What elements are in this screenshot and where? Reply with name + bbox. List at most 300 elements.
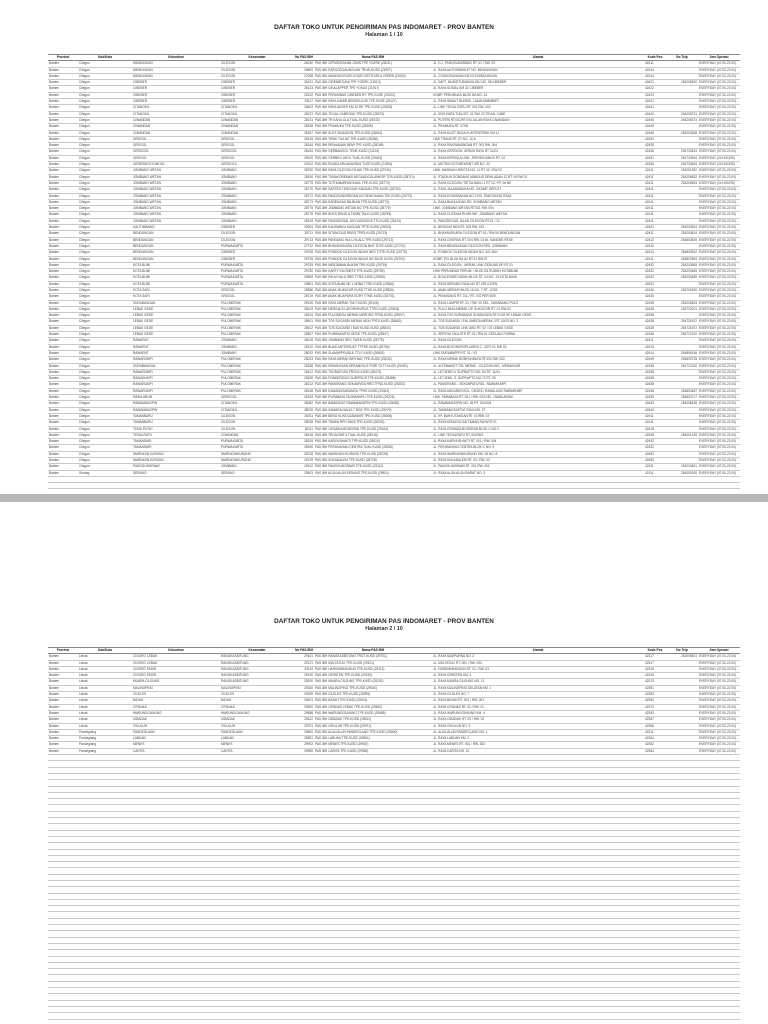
cell-nama-pas: PAS IBH JOMBANG REG TWER-KUSD (28778) xyxy=(314,338,432,344)
cell-provinsi: Banten xyxy=(48,426,78,432)
cell-nama-pas: PAS IBH RUAKA ARUAKAVRAS TUSF-KUSD (21904) xyxy=(314,162,432,168)
cell-provinsi: Banten xyxy=(48,281,78,287)
cell-kelurahan: BENDUNGAN xyxy=(132,243,220,249)
col-header-provinsi: Provinsi xyxy=(48,55,78,61)
cell-kode-pos: 42411 xyxy=(644,180,666,186)
cell-kelurahan: RAWAMANGPIN xyxy=(132,401,220,407)
cell-alamat: JL. RAYA CUTAYAA RUHN WE. JOMBANG WETAN xyxy=(432,212,644,218)
cell-kabkota: Cilegon xyxy=(78,363,132,369)
cell-no-telp: 254721672 xyxy=(666,325,698,331)
document-page-2 xyxy=(0,502,768,1024)
cell-kelurahan: CIWANDAN xyxy=(132,117,220,123)
cell-no-pas: 29735 xyxy=(294,256,314,262)
cell-kecamatan: PURWAKARTA xyxy=(220,445,294,451)
cell-kode-pos: 42421 xyxy=(644,80,666,86)
cell-kode-pos: 42421 xyxy=(644,99,666,105)
cell-kecamatan: CILELES xyxy=(220,692,294,698)
cell-kelurahan: JOMBANG WETAN xyxy=(132,206,220,212)
cell-kabkota: Cilegon xyxy=(78,338,132,344)
cell-no-pas: 29588 xyxy=(294,710,314,716)
cell-provinsi: Banten xyxy=(48,420,78,426)
cell-kabkota: Lebak xyxy=(78,717,132,723)
cell-nama-pas: PAS IBH TUTHUBARNGGKAUL TPE-KUSD (28770) xyxy=(314,180,432,186)
cell-alamat: JL. RAYA CILEGON xyxy=(432,338,644,344)
cell-kabkota: Cilegon xyxy=(78,212,132,218)
cell-kode-pos: 42445 xyxy=(644,117,666,123)
cell-nama-pas: PAS IBH PERUMNAS CIBEBER RY TPE-KUSE (29122) xyxy=(314,92,432,98)
cell-nama-pas: PAS IBH MENTAWAN BUKAR TRK-KUSD (29793) xyxy=(314,262,432,268)
cell-kecamatan: GROGOL xyxy=(220,155,294,161)
cell-kecamatan: WARINGINKURUNG xyxy=(220,458,294,464)
cell-kelurahan: CIGORO PASIR xyxy=(132,666,220,672)
cell-alamat: JL. RAYA CIRANDA BOGERAN BLOK C NO.2 xyxy=(432,426,644,432)
cell-provinsi: Banten xyxy=(48,237,78,243)
cell-alamat: JL. RAWAMANGPIN NO. 45 RT. 001/004 xyxy=(432,401,644,407)
cell-kelurahan: KOTA BUMI xyxy=(132,275,220,281)
cell-provinsi: Banten xyxy=(48,111,78,117)
cell-provinsi: Banten xyxy=(48,679,78,685)
cell-jam-operasi: EVERYDAY (07.00-22.00) xyxy=(698,350,740,356)
cell-kode-pos: 42412 xyxy=(644,237,666,243)
cell-kecamatan: JOMBANG xyxy=(220,464,294,470)
cell-nama-pas: PAS IBH PANGANG HULU SLALU TPE-KUSD (29713) xyxy=(314,237,432,243)
cell-kelurahan: RAWAMANGPIN xyxy=(132,407,220,413)
cell-nama-pas: PAS IBH KALRWAKU KAGUAN TPTE-KUSD (29003) xyxy=(314,225,432,231)
cell-jam-operasi: EVERYDAY (07.00-22.00) xyxy=(698,660,740,666)
cell-alamat: JL. RAYA SERANG RAJA NO RT 003 CIGEN xyxy=(432,281,644,287)
cell-kecamatan: CIWANDAN xyxy=(220,124,294,130)
cell-alamat: JL. RAYA WARUNGGUNUNG KM. 4 xyxy=(432,710,644,716)
cell-alamat: LINK PERUMNAS PERUM. I BLOK B3 RUMAH KOTABUMI xyxy=(432,269,644,275)
cell-kecamatan: PURWAKARTA xyxy=(220,269,294,275)
cell-kelurahan: LEBAK GEDE xyxy=(132,332,220,338)
cell-no-pas: 29708 xyxy=(294,250,314,256)
cell-provinsi: Banten xyxy=(48,294,78,300)
cell-kecamatan: PURWAKARTA xyxy=(220,439,294,445)
cell-kode-pos: 42438 xyxy=(644,332,666,338)
cell-nama-pas: PAS IBH CILELES TPE-KUSD (29399) xyxy=(314,692,432,698)
cell-nama-pas: PAS IBH KUYT BAGASON TPE-KUSD (28264) xyxy=(314,130,432,136)
cell-no-telp: 254723454 xyxy=(666,155,698,161)
cell-nama-pas: PAS IBH SLAMAPPRUDUL TTLF-KUSD (28802) xyxy=(314,350,432,356)
cell-no-pas: 28778 xyxy=(294,212,314,218)
cell-jam-operasi: EVERYDAY (07.00-22.00) xyxy=(698,357,740,363)
cell-jam-operasi: EVERYDAY (07.00-22.00) xyxy=(698,281,740,287)
cell-kabkota: Cilegon xyxy=(78,80,132,86)
cell-no-pas: 29117 xyxy=(294,99,314,105)
cell-nama-pas: PAS IBH WARINGIN KURUNG TPE-KUSD (28728) xyxy=(314,451,432,457)
cell-no-pas: 28018 xyxy=(294,338,314,344)
cell-kabkota: Cilegon xyxy=(78,174,132,180)
cell-nama-pas: PAS IBH KEMANYAAR KERAMOLUT PURI TUTT-KUSD (29182) xyxy=(314,363,432,369)
cell-provinsi: Banten xyxy=(48,704,78,710)
cell-kecamatan: GROGOL xyxy=(220,136,294,142)
cell-kecamatan: GROGOL xyxy=(220,294,294,300)
cell-kode-pos: 42411 xyxy=(644,420,666,426)
cell-kelurahan: PANGGUNGRAWI xyxy=(132,464,220,470)
cell-kecamatan: RANGKASBITUNG xyxy=(220,679,294,685)
cell-kelurahan: JOMBANG WETAN xyxy=(132,187,220,193)
cell-kode-pos: 42438 xyxy=(644,369,666,375)
cell-nama-pas: PAS IBH RAYA MERAK BIRYNAY TPE-KUSD (29232) xyxy=(314,357,432,363)
cell-provinsi: Banten xyxy=(48,162,78,168)
col-header-no-pas: No PAS IBH xyxy=(295,55,313,59)
col-header-alamat: Alamat xyxy=(432,55,644,61)
cell-provinsi: Banten xyxy=(48,395,78,401)
cell-jam-operasi: EVERYDAY (07.00-22.00) xyxy=(698,243,740,249)
cell-provinsi: Banten xyxy=(48,199,78,205)
cell-kode-pos: 42352 xyxy=(644,710,666,716)
cell-kelurahan: CIBEBER xyxy=(132,92,220,98)
cell-kelurahan: KOTA SARI xyxy=(132,287,220,293)
cell-kode-pos: 42411 xyxy=(644,218,666,224)
cell-kode-pos: 42411 xyxy=(644,199,666,205)
cell-no-pas: 28203 xyxy=(294,357,314,363)
cell-no-pas: 28078 xyxy=(294,407,314,413)
cell-nama-pas: PAS IBH WARUNGGUNUNG TPE-KUSD (29588) xyxy=(314,710,432,716)
cell-alamat: JL. RAYA BOJONGROPLASEDI C. 31RT 01 RW 03 xyxy=(432,344,644,350)
cell-kabkota: Cilegon xyxy=(78,357,132,363)
cell-no-pas: 29701 xyxy=(294,723,314,729)
col-header-jam-operasi: Jam Operasi xyxy=(698,55,740,61)
cell-no-pas: 29856 xyxy=(294,287,314,293)
cell-alamat: JL. RAYA MENES RT. 001 / RW. 002 xyxy=(432,742,644,748)
cell-kecamatan: PULOMERAK xyxy=(220,388,294,394)
cell-provinsi: Banten xyxy=(48,174,78,180)
cell-alamat: JL. RAYA AUTOSINASUIT NO. MINDUNGAN xyxy=(432,67,644,73)
cell-jam-operasi: EVERYDAY (07.00-22.00) xyxy=(698,218,740,224)
cell-no-pas: 29399 xyxy=(294,692,314,698)
cell-alamat: JL. RAYA CILEGON / SETIA BAKU 1 RT 02 / RT 06 NE xyxy=(432,180,644,186)
cell-jam-operasi: EVERYDAY (07.00-22.00) xyxy=(698,388,740,394)
cell-nama-pas: PAS IBH ALUN ALUN SERANG TPE-KUSD (29501) xyxy=(314,470,432,476)
cell-alamat: JL. RAYA BUKILMOAN RG. SOMBANG WETAN xyxy=(432,199,644,205)
cell-kecamatan: LABUAN xyxy=(220,736,294,742)
cell-jam-operasi: EVERYDAY (07.00-22.00) xyxy=(698,149,740,155)
cell-nama-pas: PAS IBH PONDERDIUS SURPRICE TPE-KUSD (28488) xyxy=(314,376,432,382)
cell-kode-pos: 42438 xyxy=(644,388,666,394)
cell-kelurahan: KOTA BUMI xyxy=(132,281,220,287)
cell-jam-operasi: EVERYDAY (07.00-22.00) xyxy=(698,338,740,344)
cell-nama-pas: PAS IBH RENAANAN BEMI TPE-KUSD (28248) xyxy=(314,143,432,149)
cell-no-pas: 29713 xyxy=(294,237,314,243)
cell-alamat: JL. STADIUN GONDANG MANDUR DEMLADAN 12 RT 04 RW 01 xyxy=(432,174,644,180)
cell-no-pas: 28103 xyxy=(294,306,314,312)
cell-kecamatan: SERANG xyxy=(220,470,294,476)
cell-kecamatan: CIBADAK xyxy=(220,717,294,723)
cell-alamat: JL. PAMORANG - SEKANPATA RDL. RAWARUMPI xyxy=(432,382,644,388)
cell-provinsi: Banten xyxy=(48,250,78,256)
cell-kabkota: Cilegon xyxy=(78,344,132,350)
cell-alamat: JL. RAYA KONIGBAKAN NO 3 RG. PANGGUNG RAYA xyxy=(432,193,644,199)
cell-no-pas: 28212 xyxy=(294,382,314,388)
cell-alamat: JL. RAYA KEMAYUCAN TAMAN RAYA RT.01 xyxy=(432,420,644,426)
cell-provinsi: Banten xyxy=(48,243,78,249)
cell-kecamatan: PULOMERAK xyxy=(220,376,294,382)
cell-nama-pas: PAS IBH MUARA CIUJUNG TPE-KUSD (29202) xyxy=(314,679,432,685)
cell-kecamatan: CIBEBER xyxy=(220,99,294,105)
cell-alamat: JL. LINK TEGAL RATU RT. 001 RW. 003 xyxy=(432,105,644,111)
cell-kecamatan: RANGKASBITUNG xyxy=(220,660,294,666)
cell-kelurahan: JOMBANG WETAN xyxy=(132,193,220,199)
cell-alamat: JL. TOS SUGARDI / PULOMEGA MERAK / RT. 02/03 NO. 2 xyxy=(432,319,644,325)
cell-no-pas: 28011 xyxy=(294,413,314,419)
cell-alamat: JL. RAYA MALINGPING SELATAN KM. 1 xyxy=(432,685,644,691)
cell-nama-pas: PAS IBH KARTY KILOMETE TPE-KUSD (29780) xyxy=(314,269,432,275)
cell-nama-pas: PAS IBH TAMAN RPH RAYA TPE-KUSD (28303) xyxy=(314,420,432,426)
cell-provinsi: Banten xyxy=(48,149,78,155)
cell-kabkota: Cilegon xyxy=(78,269,132,275)
cell-jam-operasi: EVERYDAY (07.00-22.00) xyxy=(698,729,740,735)
cell-no-pas: 28775 xyxy=(294,206,314,212)
cell-kabkota: Cilegon xyxy=(78,458,132,464)
cell-kecamatan: CIBEBER xyxy=(220,250,294,256)
cell-no-telp: 254208438 xyxy=(666,401,698,407)
cell-jam-operasi: EVERYDAY (07.00-22.00) xyxy=(698,117,740,123)
cell-kabkota: Cilegon xyxy=(78,281,132,287)
cell-jam-operasi: EVERYDAY (07.00-22.00) xyxy=(698,736,740,742)
cell-no-telp: 254702450 xyxy=(666,287,698,293)
cell-jam-operasi: EVERYDAY (07.00-22.00) xyxy=(698,275,740,281)
cell-no-pas: 28184 xyxy=(294,143,314,149)
cell-nama-pas: PAS IBH ALUN ALUN PANDEGLANG TPE-KUSD (29800) xyxy=(314,729,432,735)
cell-kelurahan: CITANGKIL xyxy=(132,111,220,117)
cell-kelurahan: MENES xyxy=(132,742,220,748)
cell-alamat: LINK SURABAPPR RT. 01 / 03 xyxy=(432,350,644,356)
col-header-kecamatan: Kecamatan xyxy=(220,648,294,654)
cell-kode-pos: 42415 xyxy=(644,344,666,350)
cell-kecamatan: WARINGINKURUNG xyxy=(220,451,294,457)
cell-kode-pos: 42435 xyxy=(644,395,666,401)
cell-kelurahan: LEBAK GEDE xyxy=(132,313,220,319)
cell-nama-pas: PAS IBH TOS SUGARDI I BUS KUSD-KUSD (28500) xyxy=(314,325,432,331)
cell-kecamatan: PULOMERAK xyxy=(220,319,294,325)
cell-jam-operasi: EVERYDAY (07.00-22.00) xyxy=(698,376,740,382)
cell-jam-operasi: EVERYDAY (07.00-22.00) xyxy=(698,306,740,312)
cell-alamat: JL. MUTIMI GOTOBTARINT. BR NO. 22 xyxy=(432,162,644,168)
cell-kecamatan: GROGOL xyxy=(220,287,294,293)
cell-kode-pos: 42111 xyxy=(644,470,666,476)
cell-jam-operasi: EVERYDAY (07.00-22.00) xyxy=(698,136,740,142)
col-header-alamat: Alamat xyxy=(432,648,644,654)
cell-jam-operasi: EVERYDAY (07.00-22.00) xyxy=(698,105,740,111)
cell-no-telp: 252005631 xyxy=(666,654,698,660)
cell-no-pas: 28775 xyxy=(294,180,314,186)
cell-alamat: JL. BROUNG NEA RT. 003 RW. 001 xyxy=(432,225,644,231)
cell-alamat: JL. RAYA WARINGINKURUNG KM. 06 NO. 8 xyxy=(432,451,644,457)
cell-nama-pas: PAS IBH CIRANDA BOGERAN TPE-KUSD (29163) xyxy=(314,426,432,432)
cell-no-pas: 28772 xyxy=(294,193,314,199)
col-header-nama-pas: Nama PAS IBH xyxy=(314,55,432,61)
cell-nama-pas: PAS IBH MALINGPING TPE-KUSD (29340) xyxy=(314,685,432,691)
cell-no-pas: 28145 xyxy=(294,136,314,142)
cell-kelurahan: CIGORO LEBAK xyxy=(132,660,220,666)
cell-kabkota: Cilegon xyxy=(78,306,132,312)
cell-kode-pos: 42317 xyxy=(644,654,666,660)
cell-kabkota: Cilegon xyxy=(78,168,132,174)
cell-kabkota: Cilegon xyxy=(78,237,132,243)
cell-kabkota: Cilegon xyxy=(78,313,132,319)
cell-provinsi: Banten xyxy=(48,432,78,438)
cell-provinsi: Banten xyxy=(48,130,78,136)
cell-no-telp: 254203451 xyxy=(666,464,698,470)
cell-nama-pas: PAS IBH KAREAGAN BAJIKAN TPE-KUSD (28773) xyxy=(314,199,432,205)
cell-provinsi: Banten xyxy=(48,723,78,729)
cell-no-pas: 28711 xyxy=(294,231,314,237)
cell-provinsi: Banten xyxy=(48,136,78,142)
cell-jam-operasi: EVERYDAY (07.00-22.00) xyxy=(698,742,740,748)
cell-nama-pas: PAS IBH RAYA MERAK TNLT-KUSD (29106) xyxy=(314,300,432,306)
cell-no-pas: 29102 xyxy=(294,464,314,470)
cell-no-telp: 254896146 xyxy=(666,350,698,356)
cell-alamat: JL. LETJEND. S. SUPRAPTO NO.72 RT. 05 xyxy=(432,376,644,382)
cell-nama-pas: PAS IBH HARDIWINANGUN TPE-KUSD (29112) xyxy=(314,666,432,672)
cell-kabkota: Cilegon xyxy=(78,180,132,186)
cell-kecamatan: CIBEBER xyxy=(220,80,294,86)
cell-no-pas: 28022 xyxy=(294,350,314,356)
cell-jam-operasi: EVERYDAY (07.00-22.00) xyxy=(698,692,740,698)
cell-kelurahan: JOMBANG WETAN xyxy=(132,168,220,174)
cell-nama-pas: PAS IBH SAMARACAN KLT RGE TPE-KUSD (29079) xyxy=(314,407,432,413)
cell-no-pas: 29190 xyxy=(294,673,314,679)
cell-kecamatan: MALINGPING xyxy=(220,685,294,691)
cell-jam-operasi: EVERYDAY (07.00-22.00) xyxy=(698,143,740,149)
cell-kode-pos: 42372 xyxy=(644,704,666,710)
cell-nama-pas: PAS IBH TOS SUGARDI MERAK NEAI TPES-KUSD (28653) xyxy=(314,319,432,325)
cell-nama-pas: PAS IBH CIKALAPPER TPE YOKUS (21917) xyxy=(314,86,432,92)
cell-kelurahan: CIGORO PASIR xyxy=(132,673,220,679)
cell-jam-operasi: EVERYDAY (07.00-22.00) xyxy=(698,231,740,237)
cell-nama-pas: PAS IBH CIBADAK TPE-KUSD (29612) xyxy=(314,717,432,723)
cell-no-pas: 28218 xyxy=(294,432,314,438)
cell-kelurahan: GROGOL xyxy=(132,155,220,161)
cell-kode-pos: 42421 xyxy=(644,225,666,231)
cell-no-pas: 28412 xyxy=(294,369,314,375)
cell-nama-pas: PAS IBH LABUAN TPE-KUSD (29851) xyxy=(314,736,432,742)
cell-jam-operasi: EVERYDAY (07.00-22.00) xyxy=(698,313,740,319)
cell-kode-pos: 42436 xyxy=(644,149,666,155)
cell-jam-operasi: EVERYDAY (07.00-22.00) xyxy=(698,287,740,293)
cell-kabkota: Cilegon xyxy=(78,99,132,105)
cell-kecamatan: CIPANAS xyxy=(220,704,294,710)
cell-kabkota: Cilegon xyxy=(78,250,132,256)
cell-kabkota: Cilegon xyxy=(78,111,132,117)
cell-jam-operasi: EVERYDAY (07.00-22.00) xyxy=(698,61,740,67)
cell-alamat: JL. RAYA CIPANAS RT. 02 / RW. 01 xyxy=(432,704,644,710)
cell-jam-operasi: EVERYDAY (07.00-22.00) xyxy=(698,212,740,218)
cell-kelurahan: TAMANBARU xyxy=(132,420,220,426)
cell-jam-operasi: EVERYDAY (07.00-22.00) xyxy=(698,187,740,193)
cell-nama-pas: PAS IBH ANAK MUAPURA SORY TTME-KUSD (28701) xyxy=(314,294,432,300)
cell-kode-pos: 42317 xyxy=(644,660,666,666)
cell-no-pas: 28498 xyxy=(294,376,314,382)
cell-nama-pas: PAS IBH KOTA BUMI NK 1 NOBA TYRE-KUSD (29840) xyxy=(314,281,432,287)
cell-no-telp: 254206532 xyxy=(666,80,698,86)
cell-jam-operasi: EVERYDAY (07.00-22.00) xyxy=(698,685,740,691)
cell-alamat: JL. KAPT. MUDIRTUIMANGLIGU NO. 08 CIBEBER xyxy=(432,80,644,86)
cell-kabkota: Cilegon xyxy=(78,124,132,130)
cell-alamat: JL. PUTERI RT.001/RT.004 JALAN RAYA CIWANDAN xyxy=(432,117,644,123)
cell-kecamatan: WARUNGGUNUNG xyxy=(220,710,294,716)
cell-kabkota: Cilegon xyxy=(78,187,132,193)
cell-jam-operasi: EVERYDAY (07.00-22.00) xyxy=(698,401,740,407)
cell-nama-pas: PAS IBH TNURAFGAS PROLS-KUSD (28473) xyxy=(314,369,432,375)
cell-alamat: JL. BOULEVARD INDAH BLOK RT. 04 NO. 13 KOTA BUMI xyxy=(432,275,644,281)
cell-alamat: JL. RAYA ALUN ALUN BARAT NO. 3 xyxy=(432,470,644,476)
cell-kabkota: Cilegon xyxy=(78,388,132,394)
cell-kecamatan: GROGOL xyxy=(220,143,294,149)
cell-alamat: LINK. PARABAYA RT. 001 / RW. 003 KEL. RAWA ARUM xyxy=(432,395,644,401)
cell-alamat: JL. RAYA CILEGON - MERAK LINK GEDUNG KP RT 01 xyxy=(432,262,644,268)
cell-provinsi: Banten xyxy=(48,717,78,723)
cell-alamat: JL. PANGGUNGRAWI RT. 001 RW. 004 xyxy=(432,464,644,470)
cell-kelurahan: KALITIMBANG xyxy=(132,225,220,231)
cell-provinsi: Banten xyxy=(48,660,78,666)
cell-no-pas: 26123 xyxy=(294,86,314,92)
cell-kode-pos: 42411 xyxy=(644,193,666,199)
cell-kelurahan: GROGOL xyxy=(132,143,220,149)
cell-nama-pas: PAS IBH CIRINTEN TPE-KUSD (29190) xyxy=(314,673,432,679)
cell-kabkota: Cilegon xyxy=(78,382,132,388)
cell-kecamatan: GERGOLO xyxy=(220,162,294,168)
cell-kecamatan: JOMBANG xyxy=(220,168,294,174)
cell-kecamatan: CIBEBER xyxy=(220,256,294,262)
cell-kode-pos: 42442 xyxy=(644,111,666,117)
cell-kecamatan: RANGKASBITUNG xyxy=(220,654,294,660)
cell-kelurahan: JOMBANG WETAN xyxy=(132,212,220,218)
cell-provinsi: Banten xyxy=(48,193,78,199)
cell-nama-pas: PAS IBH BAMASDAT RAWAMANGPIN TPE-KUSD (28082) xyxy=(314,401,432,407)
cell-provinsi: Banten xyxy=(48,445,78,451)
cell-kabkota: Cilegon xyxy=(78,262,132,268)
cell-alamat: JL. HARDIWINANGUN RT. 02 / RW. 03 xyxy=(432,666,644,672)
cell-nama-pas: PAS IBH PONDOK CILEGON INDAH NEG TOTE-KUSD (29779) xyxy=(314,250,432,256)
cell-kabkota: Cilegon xyxy=(78,117,132,123)
cell-no-pas: 26230 xyxy=(294,61,314,67)
cell-kabkota: Cilegon xyxy=(78,407,132,413)
cell-kelurahan: WARINGIN KURUNG xyxy=(132,458,220,464)
cell-kecamatan: PANDEGLANG xyxy=(220,729,294,735)
cell-nama-pas: PAS IBH PURWAKARTA GEDE TPE-KUSD (28507) xyxy=(314,332,432,338)
cell-provinsi: Banten xyxy=(48,673,78,679)
cell-kecamatan: CIBEBER xyxy=(220,86,294,92)
cell-provinsi: Banten xyxy=(48,187,78,193)
cell-kode-pos: 42431 xyxy=(644,155,666,161)
cell-jam-operasi: EVERYDAY (24 HOURS) xyxy=(698,162,740,168)
cell-no-pas: 29851 xyxy=(294,281,314,287)
cell-kode-pos: 42445 xyxy=(644,124,666,130)
cell-kecamatan: JOMBANG xyxy=(220,350,294,356)
cell-kode-pos: 42446 xyxy=(644,130,666,136)
cell-jam-operasi: EVERYDAY (07.00-22.00) xyxy=(698,92,740,98)
cell-provinsi: Banten xyxy=(48,212,78,218)
cell-no-pas: 28390 xyxy=(294,445,314,451)
cell-jam-operasi: EVERYDAY (07.00-22.00) xyxy=(698,174,740,180)
cell-jam-operasi: EVERYDAY (07.00-22.00) xyxy=(698,723,740,729)
cell-provinsi: Banten xyxy=(48,313,78,319)
cell-kecamatan: CIWANDAN xyxy=(220,117,294,123)
cell-nama-pas: PAS IBH TEGALRATU TUAL-KUSD (28218) xyxy=(314,432,432,438)
cell-kabkota: Cilegon xyxy=(78,325,132,331)
cell-alamat: JL. RAYA CIKULUR NO. 9 xyxy=(432,723,644,729)
cell-alamat: JL. RAYA TOS SURABANG SUNDAYAYA RT.01/02 KP LEBAK GEDE xyxy=(432,313,644,319)
cell-kode-pos: 42436 xyxy=(644,294,666,300)
cell-alamat: LINK. JOMBANG WETAN RT.001 RW. 004 xyxy=(432,206,644,212)
cell-alamat: KOMP. PERUMNAS BLOK BA NO. 12 xyxy=(432,92,644,98)
cell-alamat: JL. TAMBANGSAPTAT RAYA NO. 27 xyxy=(432,407,644,413)
cell-kabkota: Lebak xyxy=(78,660,132,666)
cell-no-pas: 28154 xyxy=(294,395,314,401)
